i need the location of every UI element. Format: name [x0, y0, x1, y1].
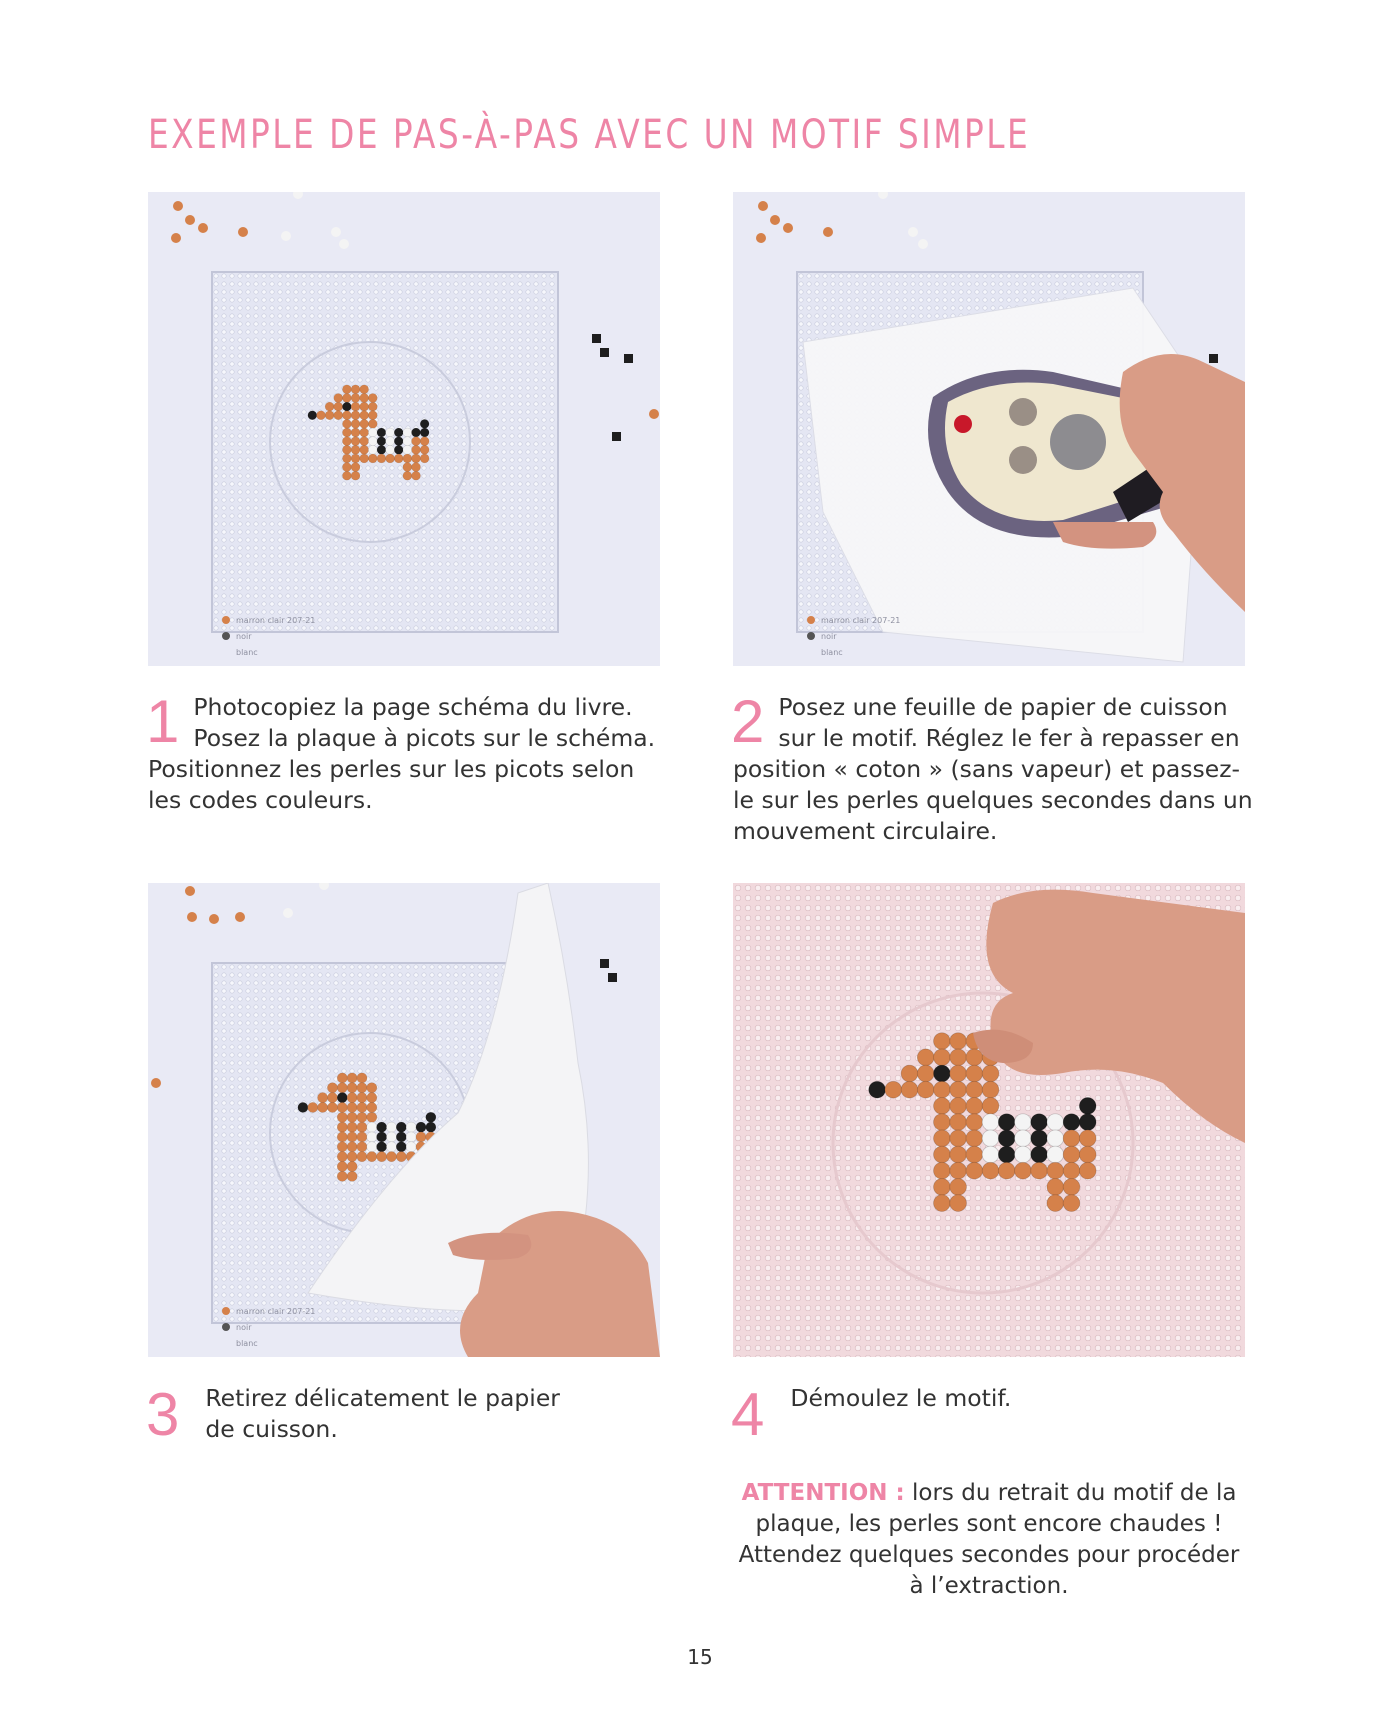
bead: [420, 419, 429, 428]
bead: [406, 1122, 416, 1132]
bead: [934, 1033, 951, 1050]
bead: [342, 402, 351, 411]
bead: [1079, 1114, 1096, 1131]
step-text: Démoulez le motif.: [790, 1384, 1012, 1412]
bead: [351, 437, 360, 446]
bead: [982, 1146, 999, 1163]
bead: [377, 1122, 387, 1132]
step-1-illustration: [148, 192, 660, 666]
bead: [1063, 1162, 1080, 1179]
bead: [1079, 1098, 1096, 1115]
step-number: 3: [146, 1381, 180, 1448]
bead: [360, 454, 369, 463]
bead: [982, 1114, 999, 1131]
bead: [342, 385, 351, 394]
bead: [416, 1132, 426, 1142]
bead: [412, 445, 421, 454]
svg-text:noir: noir: [821, 632, 837, 641]
bead: [403, 454, 412, 463]
bead: [347, 1073, 357, 1083]
bead: [403, 437, 412, 446]
bead: [342, 411, 351, 420]
bead: [357, 1073, 367, 1083]
step-4-illustration: [733, 883, 1245, 1357]
bead: [318, 1093, 328, 1103]
bead: [950, 1146, 967, 1163]
bead: [360, 419, 369, 428]
bead: [327, 1083, 337, 1093]
bead: [982, 1162, 999, 1179]
attention-label: ATTENTION :: [741, 1480, 905, 1506]
bead: [966, 1162, 983, 1179]
bead: [426, 1112, 436, 1122]
bead: [386, 454, 395, 463]
bead: [347, 1171, 357, 1181]
bead: [351, 402, 360, 411]
bead: [950, 1081, 967, 1098]
bead: [950, 1065, 967, 1082]
bead: [901, 1081, 918, 1098]
bead: [966, 1146, 983, 1163]
bead: [1031, 1162, 1048, 1179]
bead: [420, 454, 429, 463]
bead: [966, 1049, 983, 1066]
bead: [982, 1130, 999, 1147]
bead: [416, 1122, 426, 1132]
step-2-illustration: [733, 192, 1245, 666]
bead: [1063, 1179, 1080, 1196]
bead: [998, 1114, 1015, 1131]
bead: [367, 1152, 377, 1162]
bead: [377, 1152, 387, 1162]
bead: [368, 428, 377, 437]
step-3-photo: [148, 883, 660, 1357]
bead: [308, 1102, 318, 1112]
bead: [367, 1102, 377, 1112]
bead: [368, 393, 377, 402]
bead: [412, 463, 421, 472]
bead: [334, 411, 343, 420]
bead: [351, 463, 360, 472]
bead: [351, 454, 360, 463]
bead: [950, 1049, 967, 1066]
bead: [420, 428, 429, 437]
bead: [367, 1122, 377, 1132]
bead: [869, 1081, 886, 1098]
bead: [1047, 1130, 1064, 1147]
bead: [357, 1093, 367, 1103]
step-1-photo: [148, 192, 660, 666]
bead: [1063, 1114, 1080, 1131]
bead: [327, 1093, 337, 1103]
bead: [342, 393, 351, 402]
bead: [966, 1130, 983, 1147]
bead: [394, 437, 403, 446]
bead: [360, 437, 369, 446]
step-text: Photocopiez la page schéma du livre. Posez la plaque à picots sur le schéma. Positionnez les perles sur les picots selon les codes couleurs.: [148, 693, 656, 814]
bead: [337, 1083, 347, 1093]
bead: [966, 1081, 983, 1098]
svg-text:blanc: blanc: [236, 648, 258, 657]
bead: [426, 1122, 436, 1132]
step-3-illustration: [148, 883, 660, 1357]
bead: [394, 454, 403, 463]
bead: [368, 402, 377, 411]
step-4-photo: [733, 883, 1245, 1357]
bead: [934, 1130, 951, 1147]
bead: [386, 1132, 396, 1142]
bead: [386, 1142, 396, 1152]
bead: [347, 1093, 357, 1103]
bead: [377, 437, 386, 446]
bead: [950, 1130, 967, 1147]
bead: [1063, 1146, 1080, 1163]
bead: [403, 463, 412, 472]
bead: [357, 1083, 367, 1093]
bead: [337, 1093, 347, 1103]
attention-note: [733, 1478, 1245, 1602]
bead: [377, 1132, 387, 1142]
bead: [982, 1098, 999, 1115]
bead: [337, 1102, 347, 1112]
bead: [403, 445, 412, 454]
bead: [386, 428, 395, 437]
bead: [298, 1102, 308, 1112]
bead: [1047, 1195, 1064, 1212]
bead: [351, 393, 360, 402]
bead: [386, 437, 395, 446]
bead: [360, 393, 369, 402]
bead: [917, 1065, 934, 1082]
bead: [1015, 1162, 1032, 1179]
bead: [950, 1033, 967, 1050]
bead: [325, 402, 334, 411]
bead: [351, 411, 360, 420]
bead: [1047, 1162, 1064, 1179]
bead: [934, 1065, 951, 1082]
bead: [1031, 1146, 1048, 1163]
bead: [934, 1195, 951, 1212]
bead: [934, 1098, 951, 1115]
bead: [337, 1132, 347, 1142]
bead: [982, 1081, 999, 1098]
bead: [327, 1102, 337, 1112]
bead: [396, 1132, 406, 1142]
bead: [357, 1112, 367, 1122]
bead: [934, 1081, 951, 1098]
bead: [934, 1114, 951, 1131]
svg-text:noir: noir: [236, 1323, 252, 1332]
bead: [950, 1162, 967, 1179]
page-title: EXEMPLE DE PAS-À-PAS AVEC UN MOTIF SIMPLE: [148, 112, 1031, 158]
bead: [901, 1065, 918, 1082]
bead: [316, 411, 325, 420]
bead: [412, 437, 421, 446]
bead: [1079, 1162, 1096, 1179]
bead: [367, 1132, 377, 1142]
step-number: 1: [146, 688, 180, 755]
bead: [377, 428, 386, 437]
bead: [360, 428, 369, 437]
step-2-photo: [733, 192, 1245, 666]
bead: [342, 428, 351, 437]
svg-text:marron clair 207-21: marron clair 207-21: [821, 616, 901, 625]
bead: [950, 1098, 967, 1115]
bead: [357, 1142, 367, 1152]
bead: [1015, 1114, 1032, 1131]
bead: [347, 1102, 357, 1112]
bead: [396, 1122, 406, 1132]
bead: [368, 411, 377, 420]
bead: [342, 419, 351, 428]
bead: [1063, 1195, 1080, 1212]
bead: [342, 437, 351, 446]
bead: [368, 454, 377, 463]
bead: [360, 411, 369, 420]
bead: [357, 1122, 367, 1132]
bead: [934, 1162, 951, 1179]
bead: [347, 1142, 357, 1152]
step-4: [731, 1381, 1253, 1448]
bead: [342, 463, 351, 472]
bead: [412, 428, 421, 437]
bead: [950, 1114, 967, 1131]
bead: [1047, 1179, 1064, 1196]
bead: [377, 445, 386, 454]
bead: [917, 1049, 934, 1066]
bead: [406, 1142, 416, 1152]
step-3: [146, 1381, 568, 1448]
bead: [386, 1152, 396, 1162]
bead: [934, 1146, 951, 1163]
bead: [334, 402, 343, 411]
bead: [386, 445, 395, 454]
bead: [950, 1179, 967, 1196]
bead: [412, 454, 421, 463]
bead: [337, 1142, 347, 1152]
bead: [1047, 1114, 1064, 1131]
bead: [377, 1142, 387, 1152]
bead: [1063, 1130, 1080, 1147]
bead: [318, 1102, 328, 1112]
bead: [420, 437, 429, 446]
step-2: [731, 688, 1253, 847]
bead: [357, 1152, 367, 1162]
page-number: 15: [687, 1645, 713, 1669]
bead: [347, 1132, 357, 1142]
bead: [367, 1093, 377, 1103]
svg-text:blanc: blanc: [236, 1339, 258, 1348]
step-number: 2: [731, 688, 765, 755]
bead: [357, 1102, 367, 1112]
bead: [357, 1132, 367, 1142]
bead: [347, 1083, 357, 1093]
bead: [420, 445, 429, 454]
bead: [934, 1049, 951, 1066]
bead: [406, 1132, 416, 1142]
bead: [396, 1142, 406, 1152]
bead: [347, 1161, 357, 1171]
bead: [950, 1195, 967, 1212]
svg-text:marron clair 207-21: marron clair 207-21: [236, 1307, 316, 1316]
bead: [347, 1122, 357, 1132]
bead: [351, 428, 360, 437]
bead: [917, 1081, 934, 1098]
step-text: Posez une feuille de papier de cuisson sur le motif. Réglez le fer à repasser en position « coton » (sans vapeur) et passez-le sur les perles quelques secondes dans un mouvement circulaire.: [733, 693, 1253, 845]
bead: [998, 1162, 1015, 1179]
bead: [966, 1098, 983, 1115]
bead: [367, 1112, 377, 1122]
bead: [334, 393, 343, 402]
bead: [377, 454, 386, 463]
bead: [360, 445, 369, 454]
bead: [1079, 1130, 1096, 1147]
bead: [1015, 1130, 1032, 1147]
bead: [367, 1083, 377, 1093]
iron-temperature-dial: [1050, 414, 1106, 470]
bead: [1031, 1130, 1048, 1147]
bead: [367, 1142, 377, 1152]
bead: [386, 1122, 396, 1132]
bead: [337, 1122, 347, 1132]
bead: [368, 437, 377, 446]
bead: [342, 454, 351, 463]
bead: [403, 428, 412, 437]
bead: [966, 1065, 983, 1082]
bead: [325, 411, 334, 420]
bead: [342, 471, 351, 480]
bead: [885, 1081, 902, 1098]
bead: [1047, 1146, 1064, 1163]
bead: [1079, 1146, 1096, 1163]
bead: [360, 402, 369, 411]
svg-text:blanc: blanc: [821, 648, 843, 657]
bead: [337, 1161, 347, 1171]
bead: [998, 1130, 1015, 1147]
bead: [368, 445, 377, 454]
bead: [351, 385, 360, 394]
attention-text: lors du retrait du motif de la plaque, les perles sont encore chaudes ! Attendez quelques secondes pour procéder à l’extraction.: [738, 1480, 1240, 1599]
bead: [1031, 1114, 1048, 1131]
bead: [308, 411, 317, 420]
bead: [342, 445, 351, 454]
bead: [412, 471, 421, 480]
bead: [394, 428, 403, 437]
bead: [396, 1152, 406, 1162]
step-number: 4: [731, 1381, 765, 1448]
bead: [394, 445, 403, 454]
iron-red-button: [954, 415, 972, 433]
step-text: Retirez délicatement le papier de cuisson.: [205, 1384, 560, 1443]
bead: [351, 471, 360, 480]
svg-text:marron clair 207-21: marron clair 207-21: [236, 616, 316, 625]
bead: [337, 1073, 347, 1083]
bead: [337, 1171, 347, 1181]
bead: [966, 1114, 983, 1131]
bead: [337, 1152, 347, 1162]
bead: [982, 1065, 999, 1082]
bead: [998, 1146, 1015, 1163]
bead: [403, 471, 412, 480]
bead: [1015, 1146, 1032, 1163]
bead: [347, 1152, 357, 1162]
bead: [368, 419, 377, 428]
svg-text:noir: noir: [236, 632, 252, 641]
bead: [934, 1179, 951, 1196]
bead: [360, 385, 369, 394]
bead: [351, 445, 360, 454]
bead: [337, 1112, 347, 1122]
step-1: [146, 688, 668, 816]
bead: [347, 1112, 357, 1122]
bead: [351, 419, 360, 428]
